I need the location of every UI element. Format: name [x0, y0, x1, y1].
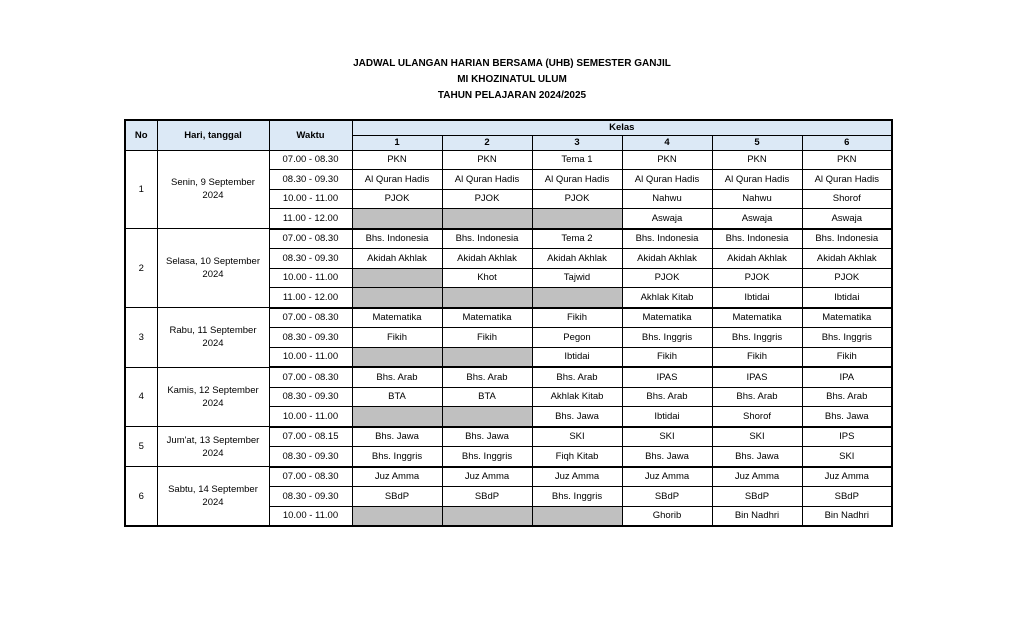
subject-cell: Tema 1: [532, 150, 622, 170]
subject-cell: Bhs. Inggris: [532, 487, 622, 507]
subject-cell: SBdP: [622, 487, 712, 507]
subject-cell: Bin Nadhri: [802, 506, 892, 526]
academic-year: TAHUN PELAJARAN 2024/2025: [437, 90, 587, 101]
row-number: 1: [125, 150, 157, 229]
time-cell: 11.00 - 12.00: [269, 209, 352, 229]
subject-cell: Al Quran Hadis: [532, 170, 622, 190]
subject-cell: Shorof: [712, 407, 802, 427]
empty-cell: [532, 506, 622, 526]
empty-cell: [352, 268, 442, 288]
empty-cell: [442, 347, 532, 367]
subject-cell: Matematika: [352, 308, 442, 328]
header-day: Hari, tanggal: [157, 120, 269, 150]
subject-cell: Akidah Akhlak: [442, 249, 532, 269]
header-class: 2: [442, 135, 532, 150]
empty-cell: [442, 288, 532, 308]
subject-cell: Nahwu: [712, 189, 802, 209]
subject-cell: Bhs. Jawa: [802, 407, 892, 427]
subject-cell: SKI: [802, 447, 892, 467]
subject-cell: Juz Amma: [532, 467, 622, 487]
table-row: [125, 308, 892, 328]
subject-cell: SKI: [532, 427, 622, 447]
subject-cell: PKN: [802, 150, 892, 170]
header-kelas: Kelas: [352, 120, 892, 135]
subject-cell: Bhs. Inggris: [442, 447, 532, 467]
subject-cell: Bhs. Inggris: [712, 328, 802, 348]
time-cell: 10.00 - 11.00: [269, 189, 352, 209]
subject-cell: PKN: [712, 150, 802, 170]
time-cell: 08.30 - 09.30: [269, 249, 352, 269]
subject-cell: Ibtidai: [622, 407, 712, 427]
empty-cell: [532, 288, 622, 308]
time-cell: 08.30 - 09.30: [269, 487, 352, 507]
time-cell: 10.00 - 11.00: [269, 268, 352, 288]
time-cell: 08.30 - 09.30: [269, 328, 352, 348]
subject-cell: Tema 2: [532, 229, 622, 249]
subject-cell: Pegon: [532, 328, 622, 348]
time-cell: 07.00 - 08.15: [269, 427, 352, 447]
subject-cell: Bhs. Indonesia: [802, 229, 892, 249]
subject-cell: Matematika: [622, 308, 712, 328]
subject-cell: SBdP: [442, 487, 532, 507]
day-date-cell: Selasa, 10 September 2024: [157, 229, 269, 308]
header-class: 1: [352, 135, 442, 150]
time-cell: 10.00 - 11.00: [269, 407, 352, 427]
subject-cell: Bhs. Arab: [352, 367, 442, 387]
subject-cell: IPAS: [712, 367, 802, 387]
subject-cell: Tajwid: [532, 268, 622, 288]
school-name: MI KHOZINATUL ULUM: [457, 74, 567, 85]
time-cell: 08.30 - 09.30: [269, 387, 352, 407]
subject-cell: Bhs. Arab: [712, 387, 802, 407]
table-row: [125, 229, 892, 249]
subject-cell: Fikih: [532, 308, 622, 328]
subject-cell: Fikih: [622, 347, 712, 367]
header-class: 5: [712, 135, 802, 150]
subject-cell: Bhs. Arab: [442, 367, 532, 387]
subject-cell: Fiqh Kitab: [532, 447, 622, 467]
subject-cell: Fikih: [802, 347, 892, 367]
subject-cell: Khot: [442, 268, 532, 288]
schedule-body: [125, 150, 892, 526]
subject-cell: Al Quran Hadis: [802, 170, 892, 190]
subject-cell: Akhlak Kitab: [532, 387, 622, 407]
subject-cell: Ibtidai: [802, 288, 892, 308]
empty-cell: [352, 347, 442, 367]
subject-cell: PJOK: [712, 268, 802, 288]
header-class: 3: [532, 135, 622, 150]
subject-cell: Bhs. Jawa: [622, 447, 712, 467]
time-cell: 07.00 - 08.30: [269, 467, 352, 487]
empty-cell: [442, 506, 532, 526]
subject-cell: Fikih: [712, 347, 802, 367]
subject-cell: Al Quran Hadis: [622, 170, 712, 190]
table-row: [125, 467, 892, 487]
empty-cell: [352, 209, 442, 229]
subject-cell: PJOK: [622, 268, 712, 288]
empty-cell: [352, 288, 442, 308]
subject-cell: Bhs. Inggris: [622, 328, 712, 348]
header-class: 6: [802, 135, 892, 150]
subject-cell: SBdP: [802, 487, 892, 507]
table-row: [125, 150, 892, 170]
subject-cell: PKN: [442, 150, 532, 170]
table-row: [125, 367, 892, 387]
subject-cell: PJOK: [352, 189, 442, 209]
time-cell: 07.00 - 08.30: [269, 367, 352, 387]
subject-cell: PKN: [622, 150, 712, 170]
subject-cell: Shorof: [802, 189, 892, 209]
empty-cell: [442, 209, 532, 229]
time-cell: 10.00 - 11.00: [269, 506, 352, 526]
subject-cell: IPA: [802, 367, 892, 387]
subject-cell: Bhs. Jawa: [532, 407, 622, 427]
subject-cell: Nahwu: [622, 189, 712, 209]
subject-cell: Fikih: [352, 328, 442, 348]
subject-cell: PJOK: [802, 268, 892, 288]
header-time: Waktu: [269, 120, 352, 150]
subject-cell: Al Quran Hadis: [712, 170, 802, 190]
subject-cell: Akidah Akhlak: [352, 249, 442, 269]
subject-cell: Juz Amma: [352, 467, 442, 487]
day-date-cell: Rabu, 11 September 2024: [157, 308, 269, 368]
subject-cell: Bhs. Inggris: [352, 447, 442, 467]
subject-cell: Akidah Akhlak: [532, 249, 622, 269]
day-date-cell: Senin, 9 September 2024: [157, 150, 269, 229]
subject-cell: IPS: [802, 427, 892, 447]
day-date-cell: Kamis, 12 September 2024: [157, 367, 269, 427]
subject-cell: Bhs. Jawa: [712, 447, 802, 467]
time-cell: 07.00 - 08.30: [269, 229, 352, 249]
subject-cell: Bhs. Indonesia: [442, 229, 532, 249]
subject-cell: BTA: [442, 387, 532, 407]
subject-cell: Ibtidai: [712, 288, 802, 308]
subject-cell: Ghorib: [622, 506, 712, 526]
subject-cell: Ibtidai: [532, 347, 622, 367]
subject-cell: Bhs. Arab: [802, 387, 892, 407]
day-date-cell: Jum'at, 13 September 2024: [157, 427, 269, 467]
subject-cell: BTA: [352, 387, 442, 407]
empty-cell: [352, 407, 442, 427]
subject-cell: Matematika: [442, 308, 532, 328]
subject-cell: Juz Amma: [622, 467, 712, 487]
row-number: 2: [125, 229, 157, 308]
exam-schedule-table: [124, 119, 893, 527]
subject-cell: Bin Nadhri: [712, 506, 802, 526]
subject-cell: Al Quran Hadis: [352, 170, 442, 190]
subject-cell: Akidah Akhlak: [712, 249, 802, 269]
subject-cell: Aswaja: [712, 209, 802, 229]
subject-cell: Bhs. Jawa: [352, 427, 442, 447]
time-cell: 07.00 - 08.30: [269, 150, 352, 170]
subject-cell: Bhs. Indonesia: [712, 229, 802, 249]
subject-cell: Akidah Akhlak: [802, 249, 892, 269]
empty-cell: [442, 407, 532, 427]
table-row: [125, 427, 892, 447]
time-cell: 11.00 - 12.00: [269, 288, 352, 308]
subject-cell: Akhlak Kitab: [622, 288, 712, 308]
row-number: 5: [125, 427, 157, 467]
subject-cell: Bhs. Indonesia: [352, 229, 442, 249]
subject-cell: IPAS: [622, 367, 712, 387]
time-cell: 10.00 - 11.00: [269, 347, 352, 367]
row-number: 6: [125, 467, 157, 527]
time-cell: 08.30 - 09.30: [269, 447, 352, 467]
subject-cell: Matematika: [802, 308, 892, 328]
empty-cell: [352, 506, 442, 526]
subject-cell: Bhs. Jawa: [442, 427, 532, 447]
row-number: 3: [125, 308, 157, 368]
subject-cell: SKI: [712, 427, 802, 447]
time-cell: 08.30 - 09.30: [269, 170, 352, 190]
subject-cell: Matematika: [712, 308, 802, 328]
subject-cell: Juz Amma: [802, 467, 892, 487]
subject-cell: Aswaja: [622, 209, 712, 229]
subject-cell: Akidah Akhlak: [622, 249, 712, 269]
subject-cell: PJOK: [532, 189, 622, 209]
subject-cell: SBdP: [352, 487, 442, 507]
subject-cell: Bhs. Arab: [622, 387, 712, 407]
empty-cell: [532, 209, 622, 229]
subject-cell: Juz Amma: [442, 467, 532, 487]
subject-cell: Bhs. Inggris: [802, 328, 892, 348]
subject-cell: Bhs. Arab: [532, 367, 622, 387]
subject-cell: Aswaja: [802, 209, 892, 229]
subject-cell: PKN: [352, 150, 442, 170]
subject-cell: SBdP: [712, 487, 802, 507]
row-number: 4: [125, 367, 157, 427]
subject-cell: SKI: [622, 427, 712, 447]
time-cell: 07.00 - 08.30: [269, 308, 352, 328]
subject-cell: PJOK: [442, 189, 532, 209]
subject-cell: Juz Amma: [712, 467, 802, 487]
header-class: 4: [622, 135, 712, 150]
day-date-cell: Sabtu, 14 September 2024: [157, 467, 269, 527]
document-title: JADWAL ULANGAN HARIAN BERSAMA (UHB) SEMESTER GANJIL: [353, 58, 671, 69]
subject-cell: Bhs. Indonesia: [622, 229, 712, 249]
subject-cell: Al Quran Hadis: [442, 170, 532, 190]
header-no: No: [125, 120, 157, 150]
subject-cell: Fikih: [442, 328, 532, 348]
